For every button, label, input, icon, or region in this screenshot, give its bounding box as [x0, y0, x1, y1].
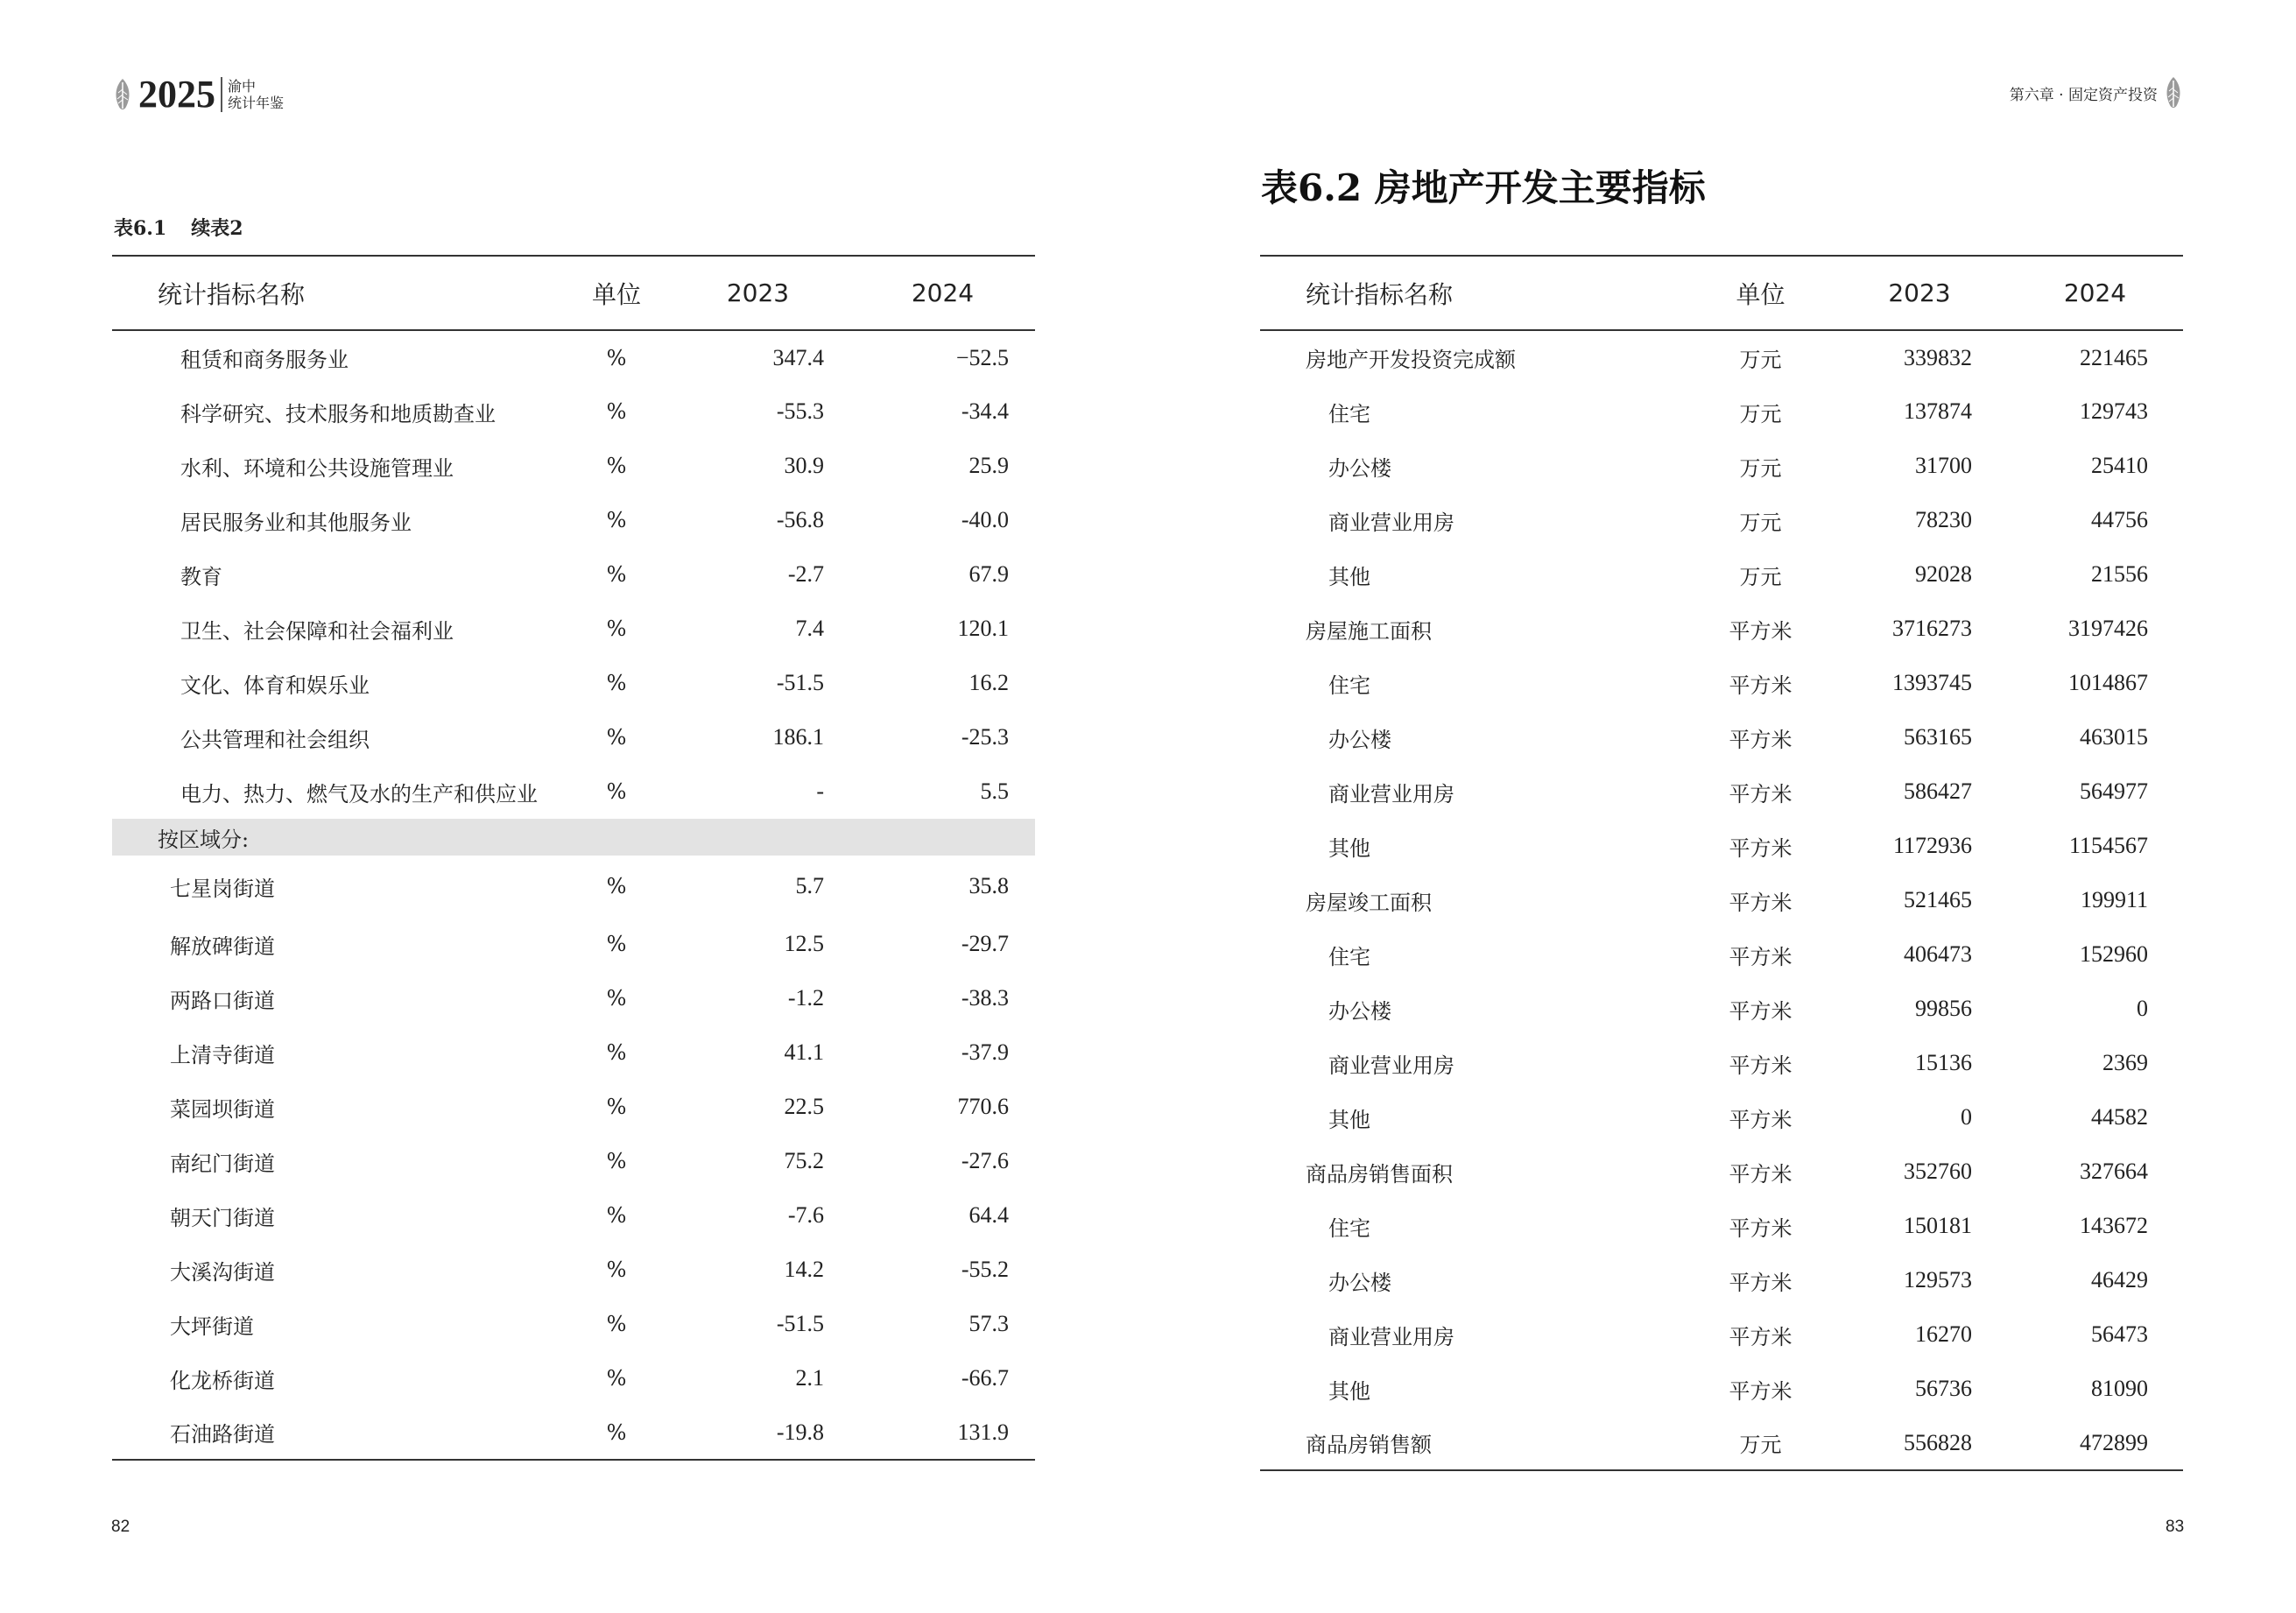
value-2024: 143672: [2080, 1213, 2148, 1238]
table-caption: [114, 214, 243, 241]
table-row: [1260, 656, 2183, 710]
indicator-name: 教育: [180, 564, 222, 589]
value-2023: 1393745: [1892, 670, 1972, 695]
table-row: [1260, 330, 2183, 384]
indicator-name: 电力、热力、燃气及水的生产和供应业: [180, 781, 538, 806]
table-row: [112, 917, 1035, 971]
column-header-unit: 单位: [591, 279, 641, 309]
indicator-name: 商品房销售额: [1306, 1433, 1432, 1457]
unit-cell: %: [606, 779, 627, 804]
value-2024: 0: [2137, 996, 2148, 1021]
value-2023: 75.2: [784, 1148, 824, 1173]
value-2024: 21556: [2091, 561, 2148, 587]
indicator-name: 居民服务业和其他服务业: [180, 510, 412, 535]
indicator-name: 其他: [1328, 564, 1370, 589]
value-2023: 78230: [1915, 507, 1972, 532]
value-2023: 5.7: [795, 873, 824, 898]
value-2023: 150181: [1904, 1213, 1972, 1238]
table-row: [112, 1297, 1035, 1351]
value-2024: 44582: [2091, 1104, 2148, 1130]
table-row: [1260, 982, 2183, 1036]
table-row: [1260, 439, 2183, 493]
indicator-name: 上清寺街道: [170, 1042, 275, 1067]
unit-cell: 万元: [1739, 1433, 1782, 1457]
unit-cell: %: [606, 562, 627, 587]
unit-cell: 万元: [1739, 348, 1782, 372]
column-header-name: 统计指标名称: [1306, 279, 1454, 309]
value-2023: 556828: [1904, 1429, 1972, 1455]
unit-cell: %: [606, 725, 627, 750]
column-header-2023: 2023: [726, 278, 790, 307]
value-2024: 564977: [2080, 778, 2148, 804]
indicator-name: 七星岗街道: [170, 876, 275, 901]
unit-cell: 平方米: [1729, 944, 1792, 969]
value-2023: 99856: [1915, 996, 1972, 1021]
value-2023: -51.5: [776, 1311, 824, 1336]
brand-name: [228, 78, 284, 111]
table-row: [112, 384, 1035, 439]
value-2024: 35.8: [968, 873, 1009, 898]
table-row: [1260, 602, 2183, 656]
indicator-name: 南纪门街道: [170, 1151, 275, 1176]
value-2023: 347.4: [772, 344, 824, 370]
value-2024: 199911: [2080, 887, 2148, 912]
value-2023: 1172936: [1892, 833, 1972, 858]
table-row: [1260, 873, 2183, 927]
chapter-header: [2010, 75, 2184, 110]
table-row: [112, 1188, 1035, 1243]
value-2024: 25410: [2091, 453, 2148, 478]
value-2024: 327664: [2080, 1159, 2148, 1184]
unit-cell: 平方米: [1729, 727, 1792, 752]
table-row: [1260, 1253, 2183, 1307]
table-row: [1260, 1362, 2183, 1416]
value-2024: 1014867: [2068, 670, 2148, 695]
value-2024: 57.3: [968, 1311, 1009, 1336]
table-row: [1260, 1199, 2183, 1253]
right-stat-table: [1260, 255, 2183, 1471]
indicator-name: 朝天门街道: [170, 1205, 275, 1230]
indicator-name: 商业营业用房: [1328, 510, 1454, 535]
value-2024: 472899: [2080, 1429, 2148, 1455]
value-2023: -7.6: [787, 1202, 824, 1228]
value-2023: -19.8: [776, 1419, 824, 1445]
left-stat-table: [112, 255, 1035, 1461]
section-row: [112, 819, 1035, 856]
table-row: [1260, 384, 2183, 439]
unit-cell: 平方米: [1729, 618, 1792, 644]
table-row: [112, 856, 1035, 917]
value-2024: 1154567: [2068, 833, 2148, 858]
unit-cell: %: [606, 1257, 627, 1282]
table-row: [112, 1351, 1035, 1405]
table-header-row: [112, 256, 1035, 330]
value-2024: 3197426: [2068, 616, 2148, 641]
indicator-name: 租赁和商务服务业: [180, 348, 349, 372]
indicator-name: 商品房销售面积: [1306, 1161, 1453, 1187]
table-row: [112, 710, 1035, 764]
indicator-name: 商业营业用房: [1328, 781, 1454, 806]
value-2024: 67.9: [968, 561, 1009, 587]
table-caption-sub: 续表2: [191, 217, 243, 240]
value-2023: 22.5: [784, 1094, 824, 1119]
value-2024: 129743: [2080, 398, 2148, 424]
unit-cell: 万元: [1739, 455, 1782, 481]
indicator-name: 商业营业用房: [1328, 1324, 1454, 1349]
indicator-name: 办公楼: [1328, 1270, 1391, 1295]
table-row: [1260, 710, 2183, 764]
value-2024: 16.2: [968, 670, 1009, 695]
table-row: [112, 439, 1035, 493]
unit-cell: %: [606, 399, 627, 424]
unit-cell: %: [606, 1312, 627, 1336]
table-row: [112, 1243, 1035, 1297]
value-2024: 5.5: [980, 778, 1009, 804]
table-row: [1260, 1416, 2183, 1470]
unit-cell: 平方米: [1729, 1270, 1792, 1295]
table-row: [112, 493, 1035, 547]
indicator-name: 科学研究、技术服务和地质勘查业: [180, 401, 496, 426]
table-row: [1260, 1036, 2183, 1090]
value-2024: −52.5: [955, 344, 1009, 370]
value-2023: 92028: [1915, 561, 1972, 587]
indicator-name: 商业营业用房: [1328, 1053, 1454, 1078]
table-row: [112, 1134, 1035, 1188]
indicator-name: 其他: [1328, 1107, 1370, 1132]
value-2024: 44756: [2091, 507, 2148, 532]
value-2024: 221465: [2080, 344, 2148, 370]
value-2023: 586427: [1904, 778, 1972, 804]
unit-cell: %: [606, 874, 627, 898]
value-2023: -56.8: [776, 507, 824, 532]
value-2023: 7.4: [795, 616, 824, 641]
table-row: [112, 547, 1035, 602]
value-2024: 64.4: [968, 1202, 1009, 1228]
indicator-name: 文化、体育和娱乐业: [180, 673, 370, 698]
value-2024: -37.9: [961, 1039, 1009, 1065]
table-row: [1260, 764, 2183, 819]
table-row: [1260, 547, 2183, 602]
value-2024: -55.2: [961, 1257, 1009, 1282]
left-table-body: [112, 330, 1035, 1460]
unit-cell: 平方米: [1729, 1053, 1792, 1078]
indicator-name: 住宅: [1328, 401, 1370, 426]
value-2024: -25.3: [961, 724, 1009, 750]
unit-cell: %: [606, 986, 627, 1011]
table-header-row: [1260, 256, 2183, 330]
table-row: [1260, 819, 2183, 873]
unit-cell: 平方米: [1729, 1215, 1792, 1241]
value-2024: 131.9: [957, 1419, 1009, 1445]
unit-cell: %: [606, 1419, 627, 1445]
indicator-name: 房屋施工面积: [1306, 618, 1432, 644]
indicator-name: 两路口街道: [170, 988, 275, 1013]
indicator-name: 大坪街道: [170, 1314, 254, 1339]
value-2023: 2.1: [795, 1365, 824, 1391]
unit-cell: %: [606, 454, 627, 478]
value-2023: -51.5: [776, 670, 824, 695]
value-2023: 563165: [1904, 724, 1972, 750]
indicator-name: 住宅: [1328, 1215, 1370, 1241]
value-2024: 120.1: [957, 616, 1009, 641]
value-2023: 41.1: [784, 1039, 824, 1065]
indicator-name: 其他: [1328, 1378, 1370, 1404]
unit-cell: %: [606, 932, 627, 956]
value-2023: 186.1: [772, 724, 824, 750]
unit-cell: 万元: [1739, 401, 1782, 426]
unit-cell: 平方米: [1729, 1107, 1792, 1132]
value-2023: 30.9: [784, 453, 824, 478]
unit-cell: %: [606, 1366, 627, 1391]
indicator-name: 大溪沟街道: [170, 1259, 275, 1285]
value-2023: 352760: [1904, 1159, 1972, 1184]
table-title: 表6.2 房地产开发主要指标: [1261, 166, 1706, 209]
leaf-icon: [112, 77, 133, 112]
unit-cell: 万元: [1739, 510, 1782, 535]
indicator-name: 办公楼: [1328, 455, 1391, 481]
indicator-name: 房屋竣工面积: [1306, 890, 1432, 915]
unit-cell: %: [606, 345, 627, 370]
brand-name-line1: 渝中: [228, 77, 257, 95]
unit-cell: 平方米: [1729, 1324, 1792, 1349]
table-row: [1260, 1307, 2183, 1362]
value-2023: 406473: [1904, 941, 1972, 967]
unit-cell: %: [606, 671, 627, 695]
table-row: [112, 971, 1035, 1025]
indicator-name: 房地产开发投资完成额: [1306, 348, 1516, 372]
table-row: [112, 656, 1035, 710]
value-2024: 463015: [2080, 724, 2148, 750]
right-table-body: [1260, 330, 2183, 1470]
indicator-name: 化龙桥街道: [170, 1368, 275, 1393]
indicator-name: 卫生、社会保障和社会福利业: [180, 618, 454, 644]
column-header-2024: 2024: [911, 278, 975, 307]
indicator-name: 解放碑街道: [170, 933, 275, 959]
unit-cell: 平方米: [1729, 673, 1792, 698]
unit-cell: %: [606, 1040, 627, 1065]
page-number: 82: [111, 1518, 130, 1536]
brand-name-line2: 统计年鉴: [228, 94, 285, 111]
value-2023: 339832: [1904, 344, 1972, 370]
section-label: 按区域分:: [158, 827, 250, 852]
chapter-title: 第六章 · 固定资产投资: [2009, 86, 2158, 104]
value-2023: 129573: [1904, 1267, 1972, 1293]
value-2024: 46429: [2091, 1267, 2148, 1293]
table-row: [112, 1025, 1035, 1080]
value-2023: -2.7: [787, 561, 824, 587]
value-2023: 3716273: [1892, 616, 1972, 641]
yearbook-brand: [112, 72, 284, 116]
value-2024: 770.6: [957, 1094, 1009, 1119]
table-row: [1260, 1090, 2183, 1145]
column-header-2024: 2024: [2063, 278, 2127, 307]
indicator-name: 办公楼: [1328, 727, 1391, 752]
value-2024: 152960: [2080, 941, 2148, 967]
value-2023: 12.5: [784, 931, 824, 956]
indicator-name: 石油路街道: [170, 1422, 275, 1447]
value-2024: -27.6: [961, 1148, 1009, 1173]
value-2023: 15136: [1915, 1050, 1972, 1075]
value-2024: -66.7: [961, 1365, 1009, 1391]
indicator-name: 住宅: [1328, 944, 1370, 969]
value-2024: -29.7: [961, 931, 1009, 956]
indicator-name: 水利、环境和公共设施管理业: [180, 455, 454, 481]
value-2023: 521465: [1904, 887, 1972, 912]
unit-cell: 平方米: [1729, 1378, 1792, 1404]
value-2024: 25.9: [968, 453, 1009, 478]
indicator-name: 住宅: [1328, 673, 1370, 698]
value-2024: -34.4: [961, 398, 1009, 424]
unit-cell: %: [606, 508, 627, 532]
unit-cell: 平方米: [1729, 835, 1792, 861]
value-2024: 56473: [2091, 1321, 2148, 1347]
unit-cell: 平方米: [1729, 890, 1792, 915]
table-row: [1260, 493, 2183, 547]
unit-cell: %: [606, 1149, 627, 1173]
value-2023: -55.3: [776, 398, 824, 424]
brand-separator: [221, 77, 222, 112]
column-header-name: 统计指标名称: [158, 279, 306, 309]
unit-cell: %: [606, 1203, 627, 1228]
value-2023: 31700: [1915, 453, 1972, 478]
value-2023: -: [816, 778, 824, 804]
column-header-2023: 2023: [1888, 278, 1951, 307]
unit-cell: 平方米: [1729, 781, 1792, 806]
value-2024: -38.3: [961, 985, 1009, 1011]
value-2024: 2369: [2102, 1050, 2148, 1075]
table-caption-id: 表6.1: [114, 217, 167, 240]
page-number: 83: [2166, 1518, 2185, 1536]
leaf-icon: [2163, 75, 2184, 110]
table-row: [112, 602, 1035, 656]
value-2023: 0: [1961, 1104, 1972, 1130]
unit-cell: 平方米: [1729, 1161, 1792, 1187]
value-2023: -1.2: [787, 985, 824, 1011]
table-row: [112, 1405, 1035, 1460]
table-row: [1260, 927, 2183, 982]
value-2024: 81090: [2091, 1376, 2148, 1401]
indicator-name: 办公楼: [1328, 998, 1391, 1024]
table-row: [112, 330, 1035, 384]
value-2023: 14.2: [784, 1257, 824, 1282]
value-2023: 16270: [1915, 1321, 1972, 1347]
value-2023: 137874: [1904, 398, 1972, 424]
table-row: [1260, 1145, 2183, 1199]
value-2024: -40.0: [961, 507, 1009, 532]
column-header-unit: 单位: [1736, 279, 1785, 309]
unit-cell: 万元: [1739, 564, 1782, 589]
indicator-name: 公共管理和社会组织: [180, 727, 370, 752]
indicator-name: 菜园坝街道: [170, 1096, 275, 1122]
brand-year: 2025: [138, 73, 215, 116]
value-2023: 56736: [1915, 1376, 1972, 1401]
table-row: [112, 764, 1035, 819]
indicator-name: 其他: [1328, 835, 1370, 861]
unit-cell: %: [606, 1095, 627, 1119]
table-row: [112, 1080, 1035, 1134]
unit-cell: 平方米: [1729, 998, 1792, 1024]
unit-cell: %: [606, 616, 627, 641]
